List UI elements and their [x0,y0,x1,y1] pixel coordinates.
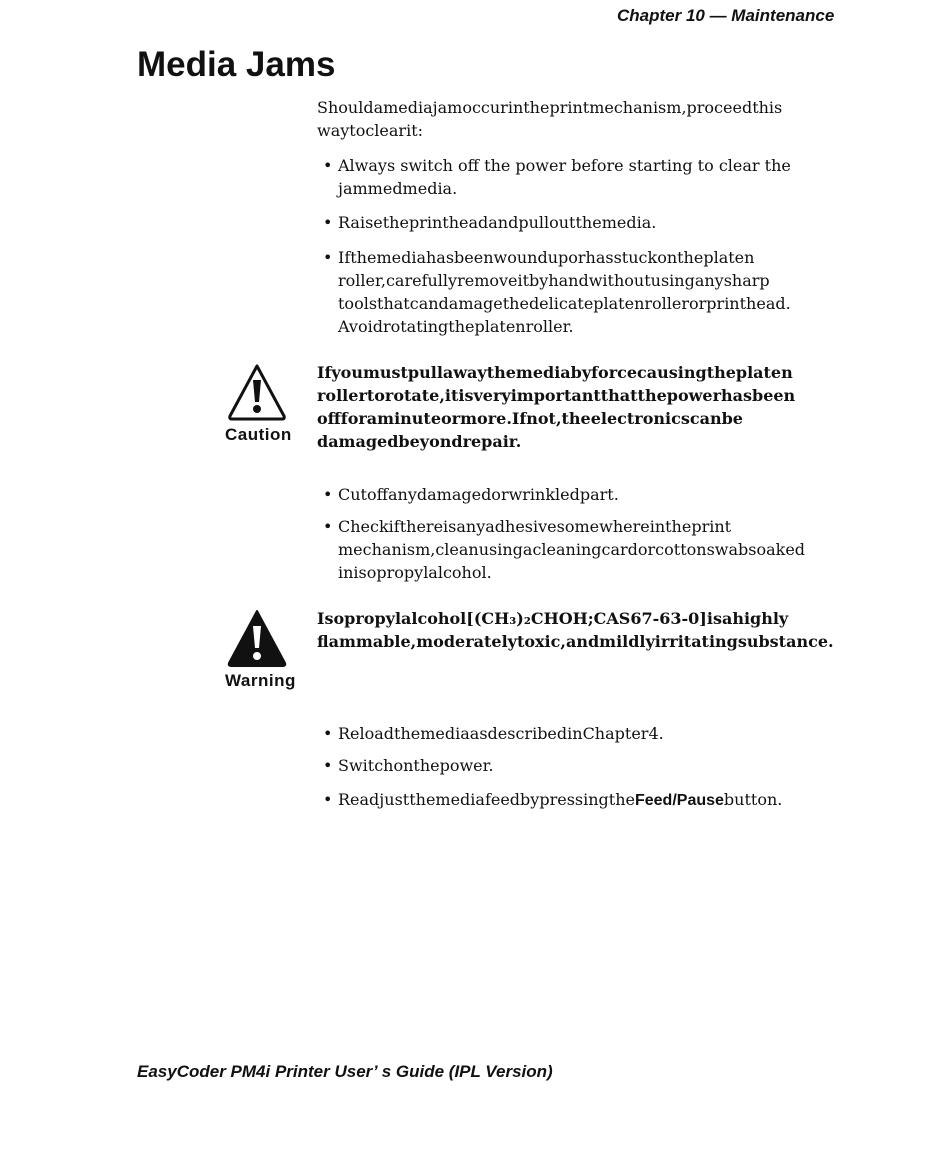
warning-text: Isopropylalcohol[(CH₃)₂CHOH;CAS67-63-0]isahighly flammable,moderatelytoxic,andmildlyirritatingsubstance. [317,609,834,651]
caution-notice-icon-block [225,362,292,445]
bullet: • [323,517,333,536]
intro-paragraph: Shouldamediajamoccurintheprintmechanism,proceedthis waytoclearit: [317,98,783,140]
list-item-text: Cutoffanydamagedorwrinkledpart. [338,485,619,504]
list-item [323,246,883,338]
bullet: • [323,485,333,504]
list-item [323,754,908,777]
list-item [323,515,873,584]
bullet: • [323,248,333,267]
list-item [323,722,908,745]
list-item [323,154,908,200]
warning-triangle-icon [226,608,288,668]
list-item-text-prefix: Readjustthemediafeedbypressingthe [338,790,635,809]
list-item-text: ReloadthemediaasdescribedinChapter4. [338,724,664,743]
list-item-text: Ifthemediahasbeenwounduporhasstuckontheplaten roller,carefullyremoveitbyhandwithoutusinganysharp toolsthatcandamagethedelicateplatenrollerorprinthead. Avoidrotatingtheplatenroller. [338,248,791,336]
feed-pause-button-name: Feed/Pause [634,792,724,809]
bullet: • [323,724,333,743]
list-item-text: Raisetheprintheadandpulloutthemedia. [338,213,657,232]
caution-label: Caution [225,425,292,444]
bullet: • [323,213,333,232]
warning-label: Warning [225,671,296,690]
caution-triangle-icon [226,362,288,422]
list-item-text: Switchonthepower. [338,756,494,775]
list-item [323,788,908,812]
list-item [323,483,908,506]
caution-text: Ifyoumustpullawaythemediabyforcecausingtheplaten rollertorotate,itisveryimportantthatthepowerhasbeen offforaminuteormore.Ifnot,theelectronicscanbe damagedbeyondrepair. [317,363,796,451]
bullet: • [323,156,333,175]
bullet: • [323,790,333,809]
warning-notice-icon-block [225,608,296,691]
bullet: • [323,756,333,775]
footer-title: EasyCoder PM4i Printer User’ s Guide (IPL Version) [137,1062,553,1081]
list-item [323,211,908,234]
page-title: Media Jams [137,45,336,84]
list-item-text-suffix: button. [723,790,783,809]
list-item-text: Checkifthereisanyadhesivesomewhereintheprint mechanism,cleanusingacleaningcardorcottonswabsoaked inisopropylalcohol. [338,517,806,582]
list-item-text: Always switch off the power before starting to clear the jammedmedia. [338,156,791,198]
chapter-header: Chapter 10 — Maintenance [617,6,835,25]
